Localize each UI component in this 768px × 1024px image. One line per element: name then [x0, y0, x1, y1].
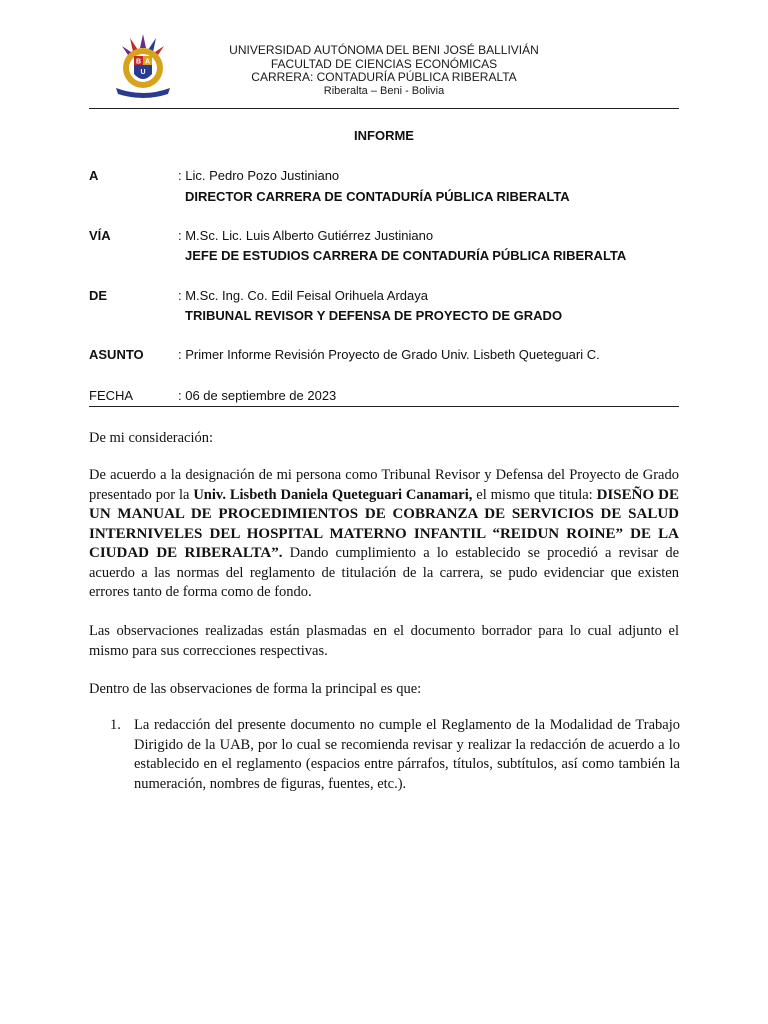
- from-label: DE: [89, 288, 108, 303]
- list-item-text: La redacción del presente documento no cumple el Reglamento de la Modalidad de Trabajo Dirigido de la UAB, por lo cual se recomienda revisar y realizar la redacción de acuerdo a lo establecido en el reglamento (espacios entre párrafos, títulos, subtítulos, así como también la numeración, nombres de figuras, fuentes, etc.).: [134, 717, 680, 792]
- faculty-name: FACULTAD DE CIENCIAS ECONÓMICAS: [270, 56, 498, 71]
- date-label: FECHA: [89, 388, 134, 403]
- greeting: De mi consideración:: [89, 430, 214, 446]
- paragraph-designation: [89, 466, 679, 603]
- to-role: DIRECTOR CARRERA DE CONTADURÍA PÚBLICA RIBERALTA: [185, 189, 570, 204]
- to-label: A: [89, 168, 99, 183]
- student-name: Univ. Lisbeth Daniela Queteguari Canamari,: [193, 486, 473, 503]
- subject-label: ASUNTO: [89, 347, 144, 362]
- p1-end: Dando cumplimiento a lo establecido se procedió a revisar de acuerdo a las normas del reglamento de titulación de la carrera, se pudo evidenciar que existen errores tanto de forma como de fondo.: [89, 545, 679, 600]
- via-name: : M.Sc. Lic. Luis Alberto Gutiérrez Justiniano: [178, 228, 434, 243]
- svg-text:U: U: [140, 69, 146, 76]
- observations-list: [110, 716, 680, 794]
- logo-ribbon: [116, 88, 170, 98]
- institution-header: [200, 44, 568, 98]
- university-logo: [110, 30, 176, 98]
- paragraph-observations: Las observaciones realizadas están plasmadas en el documento borrador para lo cual adjunto el mismo para sus correcciones respectivas.: [89, 623, 679, 659]
- from-role: TRIBUNAL REVISOR Y DEFENSA DE PROYECTO DE GRADO: [185, 308, 563, 323]
- from-name: : M.Sc. Ing. Co. Edil Feisal Orihuela Ardaya: [178, 288, 428, 303]
- header-divider: [89, 108, 679, 109]
- paragraph-intro-list: Dentro de las observaciones de forma la principal es que:: [89, 681, 422, 697]
- to-name: : Lic. Pedro Pozo Justiniano: [178, 168, 340, 183]
- list-item: [110, 716, 680, 794]
- date-value: : 06 de septiembre de 2023: [178, 388, 337, 403]
- via-role: JEFE DE ESTUDIOS CARRERA DE CONTADURÍA PÚBLICA RIBERALTA: [185, 248, 627, 263]
- university-name: UNIVERSIDAD AUTÓNOMA DEL BENI JOSÉ BALLIVIÁN: [229, 43, 539, 57]
- p1-mid: el mismo que titula:: [472, 486, 597, 503]
- via-label: VÍA: [89, 228, 111, 243]
- career-name: CARRERA: CONTADURÍA PÚBLICA RIBERALTA: [251, 70, 517, 84]
- svg-text:A: A: [144, 58, 151, 66]
- subject-value: : Primer Informe Revisión Proyecto de Grado Univ. Lisbeth Queteguari C.: [178, 347, 600, 362]
- p1-start: De acuerdo a la designación de mi persona como Tribunal Revisor y Defensa del Proyecto de Grado presentado por la: [89, 467, 679, 503]
- document-title: INFORME: [354, 128, 414, 143]
- list-item-number: 1.: [110, 717, 121, 733]
- location-line: Riberalta – Beni - Bolivia: [323, 84, 445, 97]
- svg-text:B: B: [135, 58, 142, 66]
- fields-divider: [89, 406, 679, 407]
- project-title: DISEÑO DE UN MANUAL DE PROCEDIMIENTOS DE COBRANZA DE SERVICIOS DE SALUD INTERNIVELES DEL HOSPITAL MATERNO INFANTIL “REIDUN ROINE” DE LA CIUDAD DE RIBERALTA”.: [89, 486, 679, 561]
